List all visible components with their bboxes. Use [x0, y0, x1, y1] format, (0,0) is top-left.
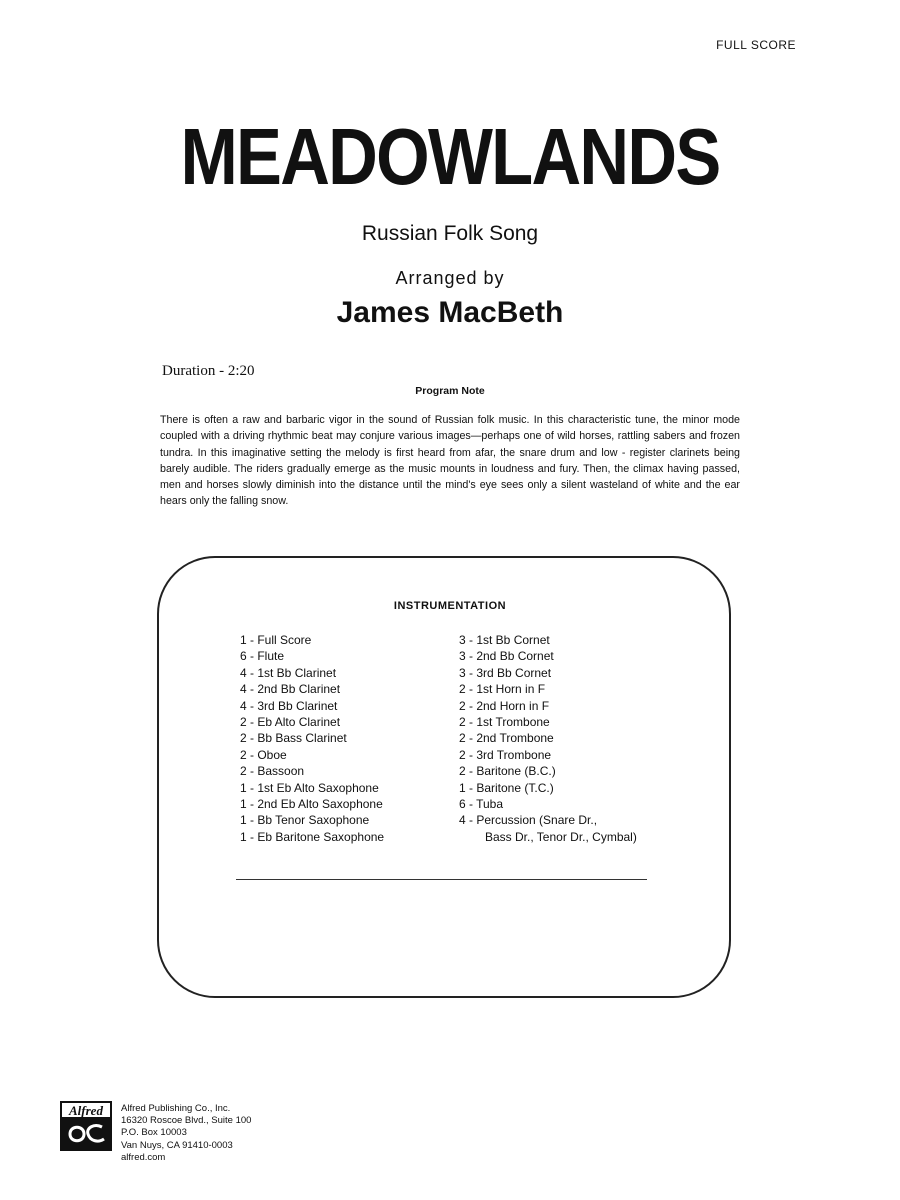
- publisher-website: alfred.com: [121, 1151, 166, 1163]
- instrumentation-heading: INSTRUMENTATION: [393, 600, 507, 612]
- list-item: 2 - Oboe: [240, 747, 287, 762]
- instrumentation-left-column: [240, 632, 384, 845]
- list-item: 2 - 1st Horn in F: [459, 682, 546, 697]
- duration: Duration - 2:20: [162, 363, 255, 379]
- list-item: 6 - Flute: [240, 649, 285, 664]
- subtitle: Russian Folk Song: [361, 222, 539, 245]
- publisher-block: [121, 1103, 251, 1164]
- publisher-address-line: 16320 Roscoe Blvd., Suite 100: [121, 1115, 252, 1127]
- instrumentation-right-column: [459, 632, 637, 845]
- list-item: 1 - Full Score: [240, 633, 312, 647]
- arranger-name: James MacBeth: [336, 296, 564, 329]
- alfred-logo-icon: [60, 1101, 112, 1151]
- list-item: 2 - Bb Bass Clarinet: [240, 731, 347, 746]
- publisher-address-line: Van Nuys, CA 91410-0003: [121, 1139, 233, 1151]
- divider: [236, 879, 647, 880]
- publisher-name: Alfred Publishing Co., Inc.: [121, 1103, 231, 1114]
- list-item-continuation: Bass Dr., Tenor Dr., Cymbal): [485, 829, 637, 844]
- list-item: 3 - 2nd Bb Cornet: [459, 649, 554, 664]
- list-item: 2 - 3rd Trombone: [459, 747, 552, 762]
- list-item: 1 - Eb Baritone Saxophone: [240, 829, 385, 844]
- list-item: 2 - 2nd Horn in F: [459, 698, 550, 713]
- list-item: 4 - Percussion (Snare Dr.,: [459, 813, 598, 828]
- list-item: 1 - 1st Eb Alto Saxophone: [240, 780, 379, 795]
- list-item: 6 - Tuba: [459, 797, 504, 812]
- list-item: 2 - 1st Trombone: [459, 715, 550, 730]
- list-item: 4 - 2nd Bb Clarinet: [240, 682, 341, 697]
- logo-text: Alfred: [69, 1103, 103, 1118]
- page-title: MEADOWLANDS: [180, 112, 720, 201]
- list-item: 2 - 2nd Trombone: [459, 731, 554, 746]
- full-score-label: FULL SCORE: [716, 38, 796, 52]
- list-item: 4 - 1st Bb Clarinet: [240, 665, 337, 680]
- list-item: 2 - Baritone (B.C.): [459, 764, 556, 779]
- list-item: 1 - Bb Tenor Saxophone: [240, 813, 370, 828]
- list-item: 2 - Eb Alto Clarinet: [240, 715, 341, 730]
- program-note-heading: Program Note: [415, 385, 485, 397]
- list-item: 1 - 2nd Eb Alto Saxophone: [240, 797, 383, 812]
- list-item: 3 - 3rd Bb Cornet: [459, 665, 552, 680]
- list-item: 2 - Bassoon: [240, 764, 305, 779]
- publisher-address-line: P.O. Box 10003: [121, 1127, 187, 1139]
- list-item: 4 - 3rd Bb Clarinet: [240, 698, 338, 713]
- list-item: 1 - Baritone (T.C.): [459, 780, 554, 795]
- list-item: 3 - 1st Bb Cornet: [459, 633, 550, 647]
- program-note-text: There is often a raw and barbaric vigor in the sound of Russian folk music. In this characteristic tune, the minor mode coupled with a driving rhythmic beat may conjure various images—perhaps one of wild horses, rattling sabers and frozen tundra. In this imaginative setting the melody is first heard from afar, the snare drum and low - register clarinets being barely audible. The riders gradually emerge as the music mounts in loudness and fury. Then, the climax having passed, men and horses slowly diminish into the distance until the mind's eye sees only a silent wasteland of white and the ear hears only the falling snow.: [160, 414, 740, 508]
- arranged-by-label: Arranged by: [395, 268, 505, 288]
